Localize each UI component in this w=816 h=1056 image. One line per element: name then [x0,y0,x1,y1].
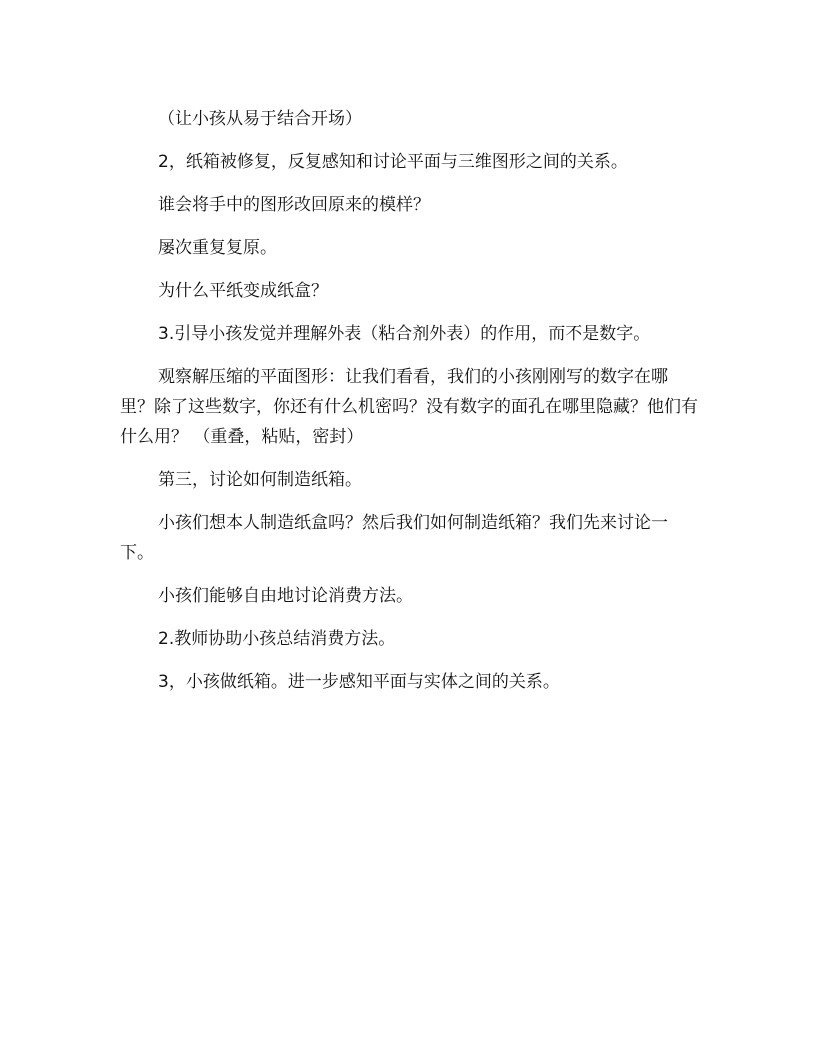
paragraph-step-2-repair: 2，纸箱被修复，反复感知和讨论平面与三维图形之间的关系。 [158,152,628,172]
paragraph-repeat-restore: 屡次重复复原。 [158,238,277,258]
paragraph-kids-make-box: 小孩们想本人制造纸盒吗？然后我们如何制造纸箱？我们先来讨论一下。 [120,513,668,563]
paragraph-question-why: 为什么平纸变成纸盒？ [158,281,328,301]
document-body [120,104,700,697]
paragraph-step-3-surface: 3.引导小孩发觉并理解外表（粘合剂外表）的作用，而不是数字。 [158,324,651,344]
paragraph-teacher-summary: 2.教师协助小孩总结消费方法。 [158,629,396,649]
paragraph-intro-note: （让小孩从易于结合开场） [158,109,362,129]
paragraph-section-three: 第三，讨论如何制造纸箱。 [158,470,362,490]
paragraph-free-discussion: 小孩们能够自由地讨论消费方法。 [158,586,413,606]
paragraph-question-restore: 谁会将手中的图形改回原来的模样？ [158,195,430,215]
paragraph-observe-plane: 观察解压缩的平面图形：让我们看看，我们的小孩刚刚写的数字在哪里？除了这些数字，你还有什么机密吗？没有数字的面孔在哪里隐藏？他们有什么用？ （重叠，粘贴，密封） [120,367,698,447]
paragraph-kids-build: 3，小孩做纸箱。进一步感知平面与实体之间的关系。 [158,672,560,692]
